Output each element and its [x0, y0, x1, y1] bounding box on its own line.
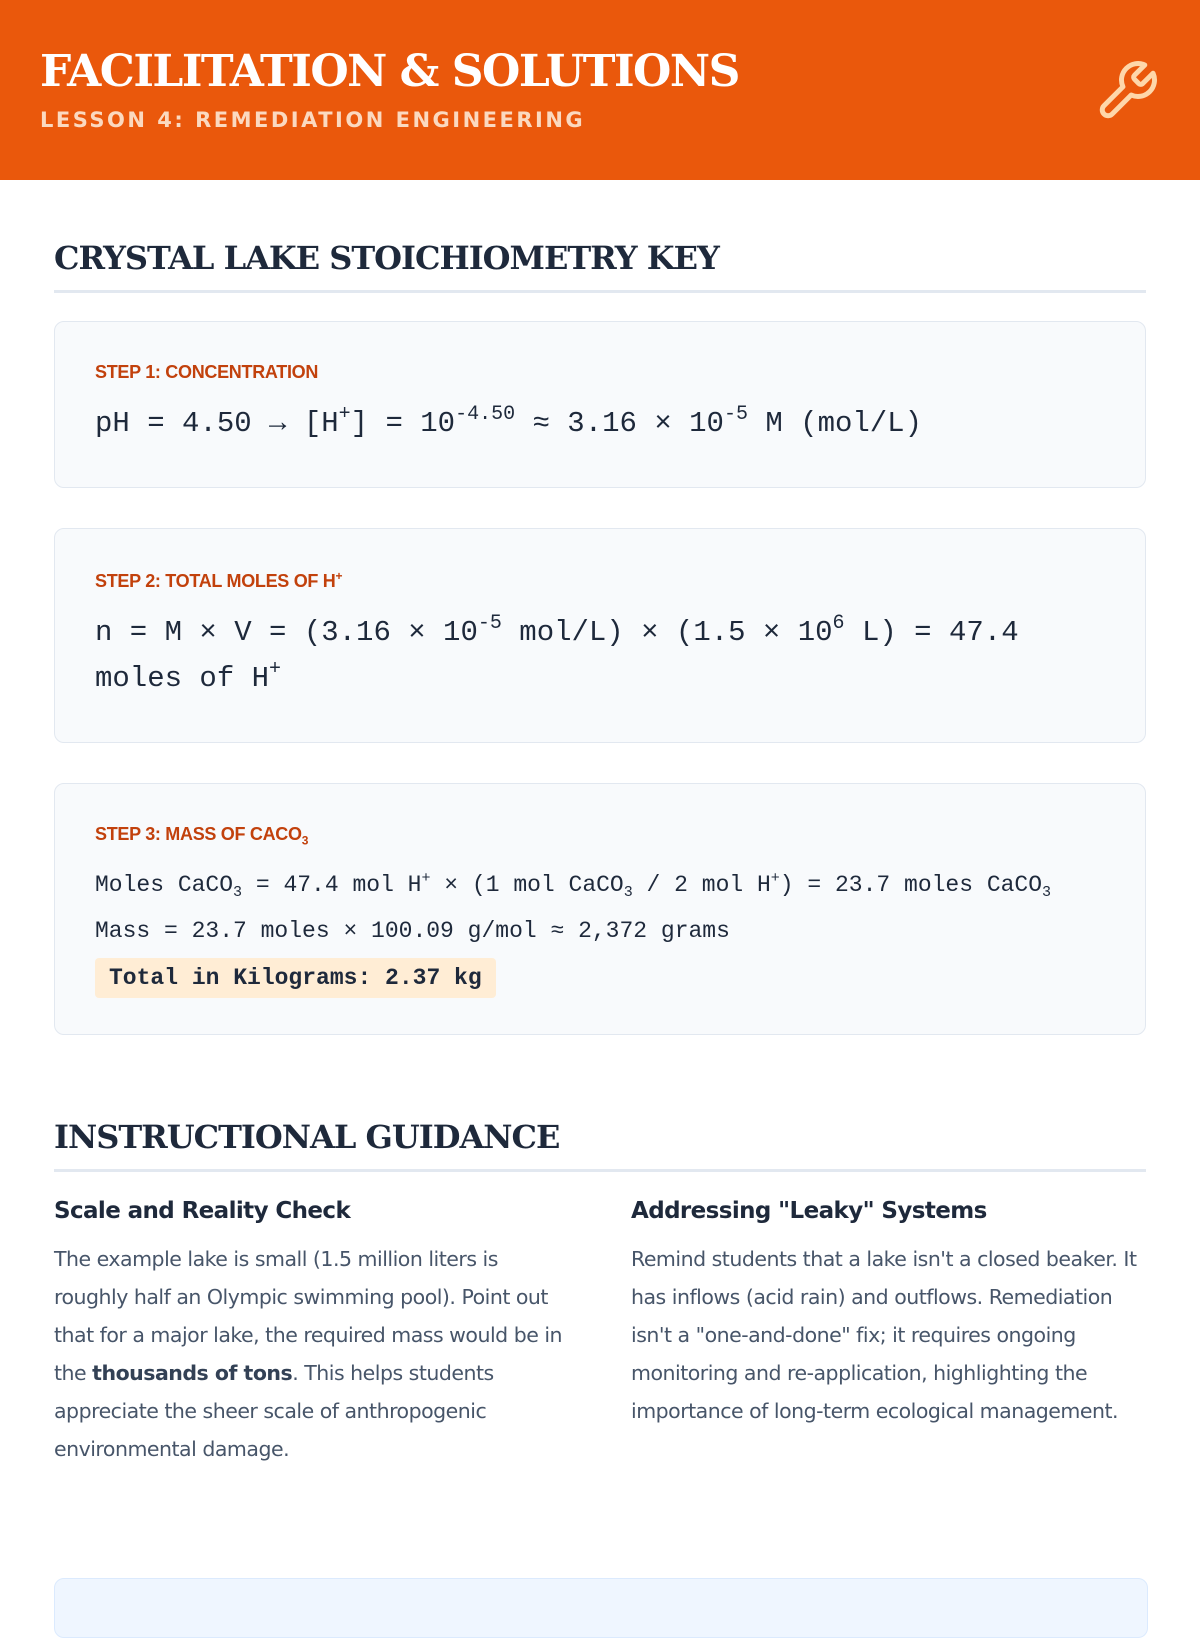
header-subtitle: LESSON 4: REMEDIATION ENGINEERING	[40, 108, 586, 132]
step-card-2	[54, 528, 1146, 743]
section-title-stoichiometry: CRYSTAL LAKE STOICHIOMETRY KEY	[54, 238, 1146, 293]
step-formula: $n = M \times V = (3.16 \times 10^{-5}$ $mol/L) \times (1.5 \times 10^6$ L) = 47.4 moles of H+	[95, 612, 1019, 695]
guidance-heading: Addressing "Leaky" Systems	[631, 1197, 987, 1224]
step-label: STEP 1: CONCENTRATION	[95, 362, 319, 382]
step-formula: pH = $4.50 \to [H^+] = 10^{-4.50} \approx 3.16 \times 10^{-5}$ M (mol/L)	[95, 403, 922, 440]
step-label: STEP 3: MASS OF $CACO_3$	[95, 824, 309, 848]
guidance-scale-check	[54, 1198, 569, 1468]
info-callout-card	[54, 1578, 1148, 1638]
wrench-icon	[1094, 58, 1160, 124]
stoichiometry-section	[54, 180, 1146, 1035]
step-card-1	[54, 321, 1146, 488]
lesson-header	[0, 0, 1200, 180]
guidance-leaky-systems	[631, 1198, 1146, 1468]
guidance-heading: Scale and Reality Check	[54, 1197, 351, 1224]
section-title-guidance: INSTRUCTIONAL GUIDANCE	[54, 1117, 1146, 1172]
header-title: FACILITATION & SOLUTIONS	[40, 46, 739, 97]
total-kilograms-highlight: Total in Kilograms: 2.37 kg	[95, 958, 496, 998]
mass-formula: Mass = 23.7 moles × 100.09 g/mol ≈ 2,372 grams	[95, 917, 730, 944]
step-label: STEP 2: TOTAL MOLES OF H+	[95, 569, 343, 591]
guidance-body: The example lake is small (1.5 million liters is roughly half an Olympic swimming pool). Point out that for a major lake, the required mass would be in the thousands of tons. This helps students appreciate the sheer scale of anthropogenic environmental damage.	[54, 1246, 563, 1461]
guidance-section	[54, 1035, 1146, 1468]
guidance-body: Remind students that a lake isn't a closed beaker. It has inflows (acid rain) and outflows. Remediation isn't a "one-and-done" fix; it requires ongoing monitoring and re-application, highlighting the importance of long-term ecological management.	[631, 1246, 1137, 1423]
step-card-3	[54, 783, 1146, 1035]
moles-caco3-formula: Moles CaCO$_3$ = 47.4 mol H+ × (1 mol CaCO$_3$ / 2 mol H+) = 23.7 moles CaCO$_3$	[95, 869, 1052, 901]
